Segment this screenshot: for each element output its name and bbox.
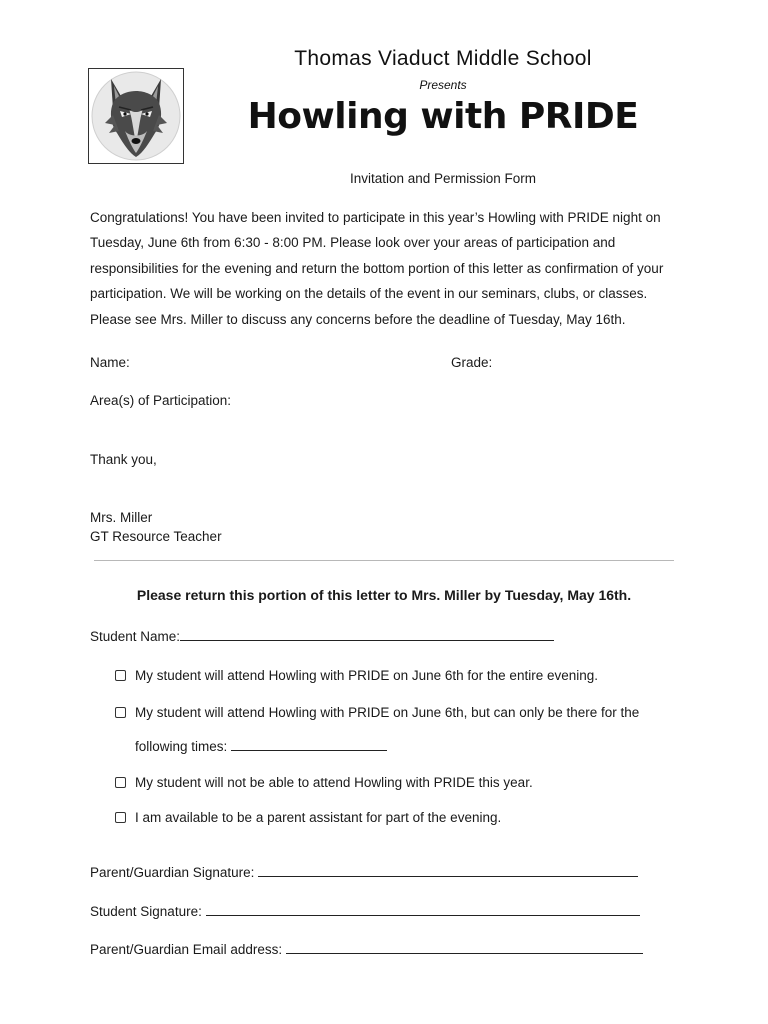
- parent-signature-label: Parent/Guardian Signature:: [90, 865, 255, 880]
- event-title: Howling with PRIDE: [247, 96, 639, 137]
- school-name: Thomas Viaduct Middle School: [294, 47, 592, 70]
- student-name-field[interactable]: [180, 628, 554, 641]
- following-times-row: [135, 738, 387, 754]
- section-divider: [94, 560, 674, 561]
- signer-title: GT Resource Teacher: [90, 529, 222, 544]
- wolf-logo-icon: [89, 69, 183, 163]
- option-not-attending-checkbox[interactable]: [115, 777, 126, 788]
- parent-email-label: Parent/Guardian Email address:: [90, 942, 283, 957]
- option-partial-evening-checkbox[interactable]: [115, 707, 126, 718]
- student-signature-label: Student Signature:: [90, 904, 202, 919]
- option-parent-assistant-checkbox[interactable]: [115, 812, 126, 823]
- return-instructions: Please return this portion of this letter to Mrs. Miller by Tuesday, May 16th.: [136, 587, 632, 603]
- student-signature-field[interactable]: [206, 903, 640, 916]
- form-title: Invitation and Permission Form: [349, 171, 537, 186]
- student-signature-row: [90, 903, 640, 919]
- following-times-label: following times:: [135, 739, 228, 754]
- parent-signature-field[interactable]: [258, 864, 638, 877]
- name-label: Name:: [90, 355, 130, 370]
- closing-text: Thank you,: [90, 452, 157, 467]
- areas-of-participation-label: Area(s) of Participation:: [90, 393, 232, 408]
- grade-label: Grade:: [451, 355, 493, 370]
- option-not-attending-label: My student will not be able to attend Howling with PRIDE this year.: [135, 775, 533, 790]
- option-partial-evening-label: My student will attend Howling with PRIDE on June 6th, but can only be there for the: [135, 705, 640, 720]
- parent-email-field[interactable]: [286, 941, 643, 954]
- signer-name: Mrs. Miller: [90, 510, 153, 525]
- following-times-field[interactable]: [231, 738, 387, 751]
- student-name-label: Student Name:: [90, 629, 181, 644]
- presents-label: Presents: [419, 78, 467, 92]
- intro-paragraph: Congratulations! You have been invited to participate in this year’s Howling with PRIDE night on Tuesday, June 6th from 6:30 - 8:00 PM. Please look over your areas of participation and responsibilities for the evening and return the bottom portion of this letter as confirmation of your participation. We will be working on the details of the event in our seminars, clubs, or classes. Please see Mrs. Miller to discuss any concerns before the deadline of Tuesday, May 16th.: [90, 210, 664, 327]
- school-logo: [88, 68, 184, 164]
- parent-email-row: [90, 941, 643, 957]
- parent-signature-row: [90, 864, 638, 880]
- option-entire-evening-label: My student will attend Howling with PRIDE on June 6th for the entire evening.: [135, 668, 598, 683]
- option-parent-assistant-label: I am available to be a parent assistant for part of the evening.: [135, 810, 502, 825]
- student-name-row: [90, 628, 554, 644]
- option-entire-evening-checkbox[interactable]: [115, 670, 126, 681]
